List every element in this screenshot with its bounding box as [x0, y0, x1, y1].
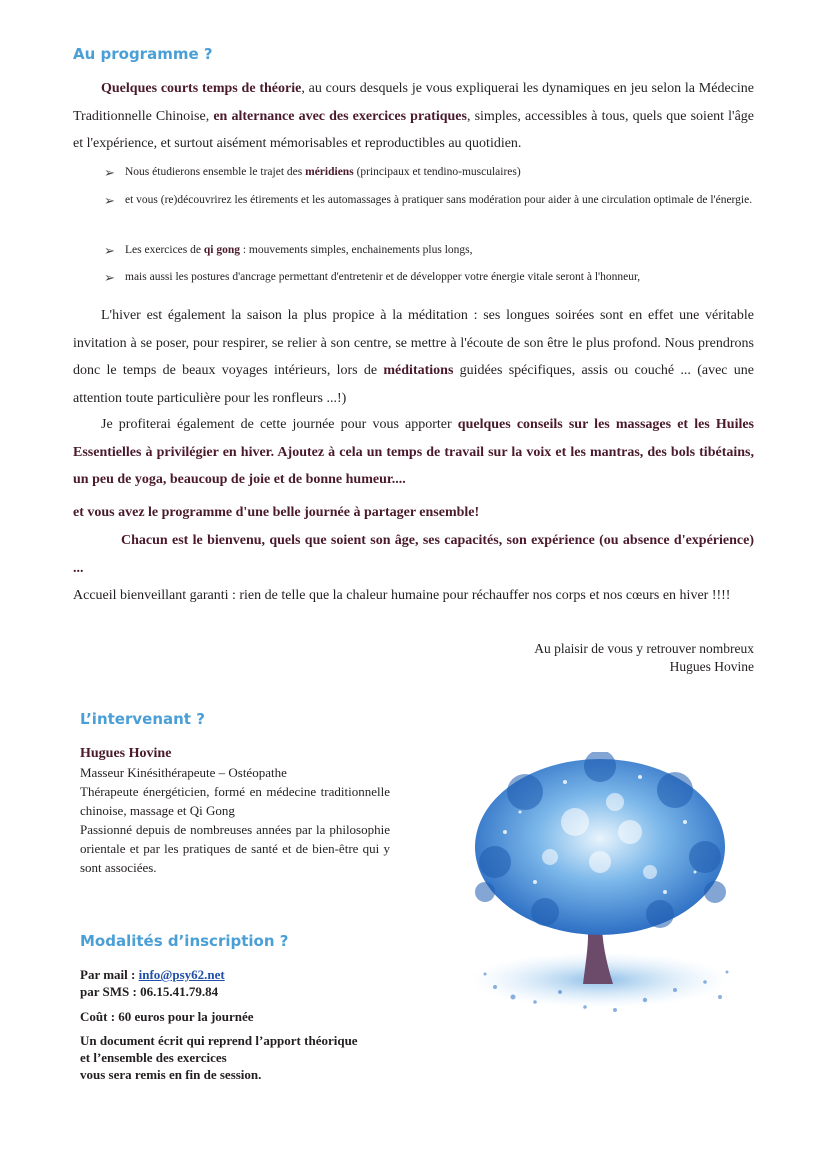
intro-text-1: , au cours desquels je vous expliquerai les dynamiques en jeu selon la Médecine Traditionnelle Chinoise,: [73, 81, 754, 124]
arrow-bullet-icon: ➢: [104, 243, 115, 258]
conseils-bold: quelques conseils sur les massages et les Huiles Essentielles à privilégier en hiver. Ajoutez à cela un temps de travail sur la voix et les mantras, des bols tibétains, un peu de yoga, beaucoup de joie et de bonne humeur....: [73, 417, 755, 487]
intervenant-heading: L’intervenant ?: [80, 710, 205, 728]
programme-heading: Au programme ?: [73, 45, 213, 63]
bienvenu-paragraph: Chacun est le bienvenu, quels que soient son âge, ses capacités, son expérience (ou absence d'expérience) ...: [73, 533, 754, 576]
hiver-paragraph: L'hiver est également la saison la plus propice à la méditation : ses longues soirées sont en effet une véritable invitation à se poser, pour respirer, se relier à son centre, se mettre à l'écoute de son être le plus profond. Nous prendrons donc le temps de beaux voyages intérieurs, lors de méditations guidées spécifiques, assis ou couché ... (avec une attention toute particulière pour les ronfleurs ...!): [73, 308, 754, 406]
mail-link[interactable]: info@psy62.net: [138, 967, 225, 982]
bullet-etirements: ➢ et vous (re)découvrirez les étirements et les automassages à pratiquer sans modération pour aider à une circulation optimale de l'énergie.: [104, 189, 764, 212]
intro-bold-2: en alternance avec des exercices pratiques: [213, 108, 467, 124]
intervenant-formation: Thérapeute énergéticien, formé en médecine traditionnelle chinoise, massage et Qi Gong: [80, 784, 390, 818]
bullet-bold: méridiens: [305, 166, 354, 178]
intro-text-2: , simples, accessibles à tous, quels que soient l'âge et l'expérience, et surtout aisément mémorisables et reproductibles au quotidien.: [73, 108, 755, 151]
bullet-postures: ➢ mais aussi les postures d'ancrage permettant d'entretenir et de développer votre énergie vitale seront à l'honneur,: [104, 266, 764, 289]
bullet-bold: qi gong: [203, 244, 240, 256]
programme-intro: [73, 75, 754, 158]
programme-conclusion: et vous avez le programme d'une belle journée à partager ensemble!: [73, 505, 480, 520]
signature: [534, 640, 754, 676]
inscription-heading: Modalités d’inscription ?: [80, 932, 289, 950]
conseils-paragraph: Je profiterai également de cette journée pour vous apporter quelques conseils sur les massages et les Huiles Essentielles à privilégier en hiver. Ajoutez à cela un temps de travail sur la voix et les mantras, des bols tibétains, un peu de yoga, beaucoup de joie et de bonne humeur....: [73, 417, 755, 487]
arrow-bullet-icon: ➢: [104, 193, 115, 208]
bullet-meridiens: ➢ Nous étudierons ensemble le trajet des méridiens (principaux et tendino-musculaires): [104, 161, 764, 184]
inscription-cout: Coût : 60 euros pour la journée: [80, 1009, 254, 1024]
accueil-paragraph: Accueil bienveillant garanti : rien de telle que la chaleur humaine pour réchauffer nos corps et nos cœurs en hiver !!!!: [73, 588, 731, 603]
hiver-bold: méditations: [383, 363, 454, 378]
signature-line-1: Au plaisir de vous y retrouver nombreux: [534, 641, 754, 656]
intervenant-name: Hugues Hovine: [80, 746, 172, 761]
intervenant-title: Masseur Kinésithérapeute – Ostéopathe: [80, 765, 287, 780]
intro-bold-1: Quelques courts temps de théorie: [101, 81, 302, 96]
intervenant-passion: Passionné depuis de nombreuses années par la philosophie orientale et par les pratiques de santé et de bien-être qui y sont associées.: [80, 822, 390, 875]
intervenant-bio: [80, 744, 390, 877]
sms-line: par SMS : 06.15.41.79.84: [80, 984, 219, 999]
arrow-bullet-icon: ➢: [104, 165, 115, 180]
arrow-bullet-icon: ➢: [104, 270, 115, 285]
inscription-document: Un document écrit qui reprend l’apport théorique et l’ensemble des exercices vous sera remis en fin de session.: [80, 1033, 358, 1082]
blue-tree-illustration: [465, 752, 740, 1037]
bullet-qi-gong: ➢ Les exercices de qi gong : mouvements simples, enchainements plus longs,: [104, 239, 764, 262]
mail-label: Par mail :: [80, 967, 139, 982]
inscription-contact: [80, 966, 225, 1000]
signature-name: Hugues Hovine: [669, 659, 754, 674]
